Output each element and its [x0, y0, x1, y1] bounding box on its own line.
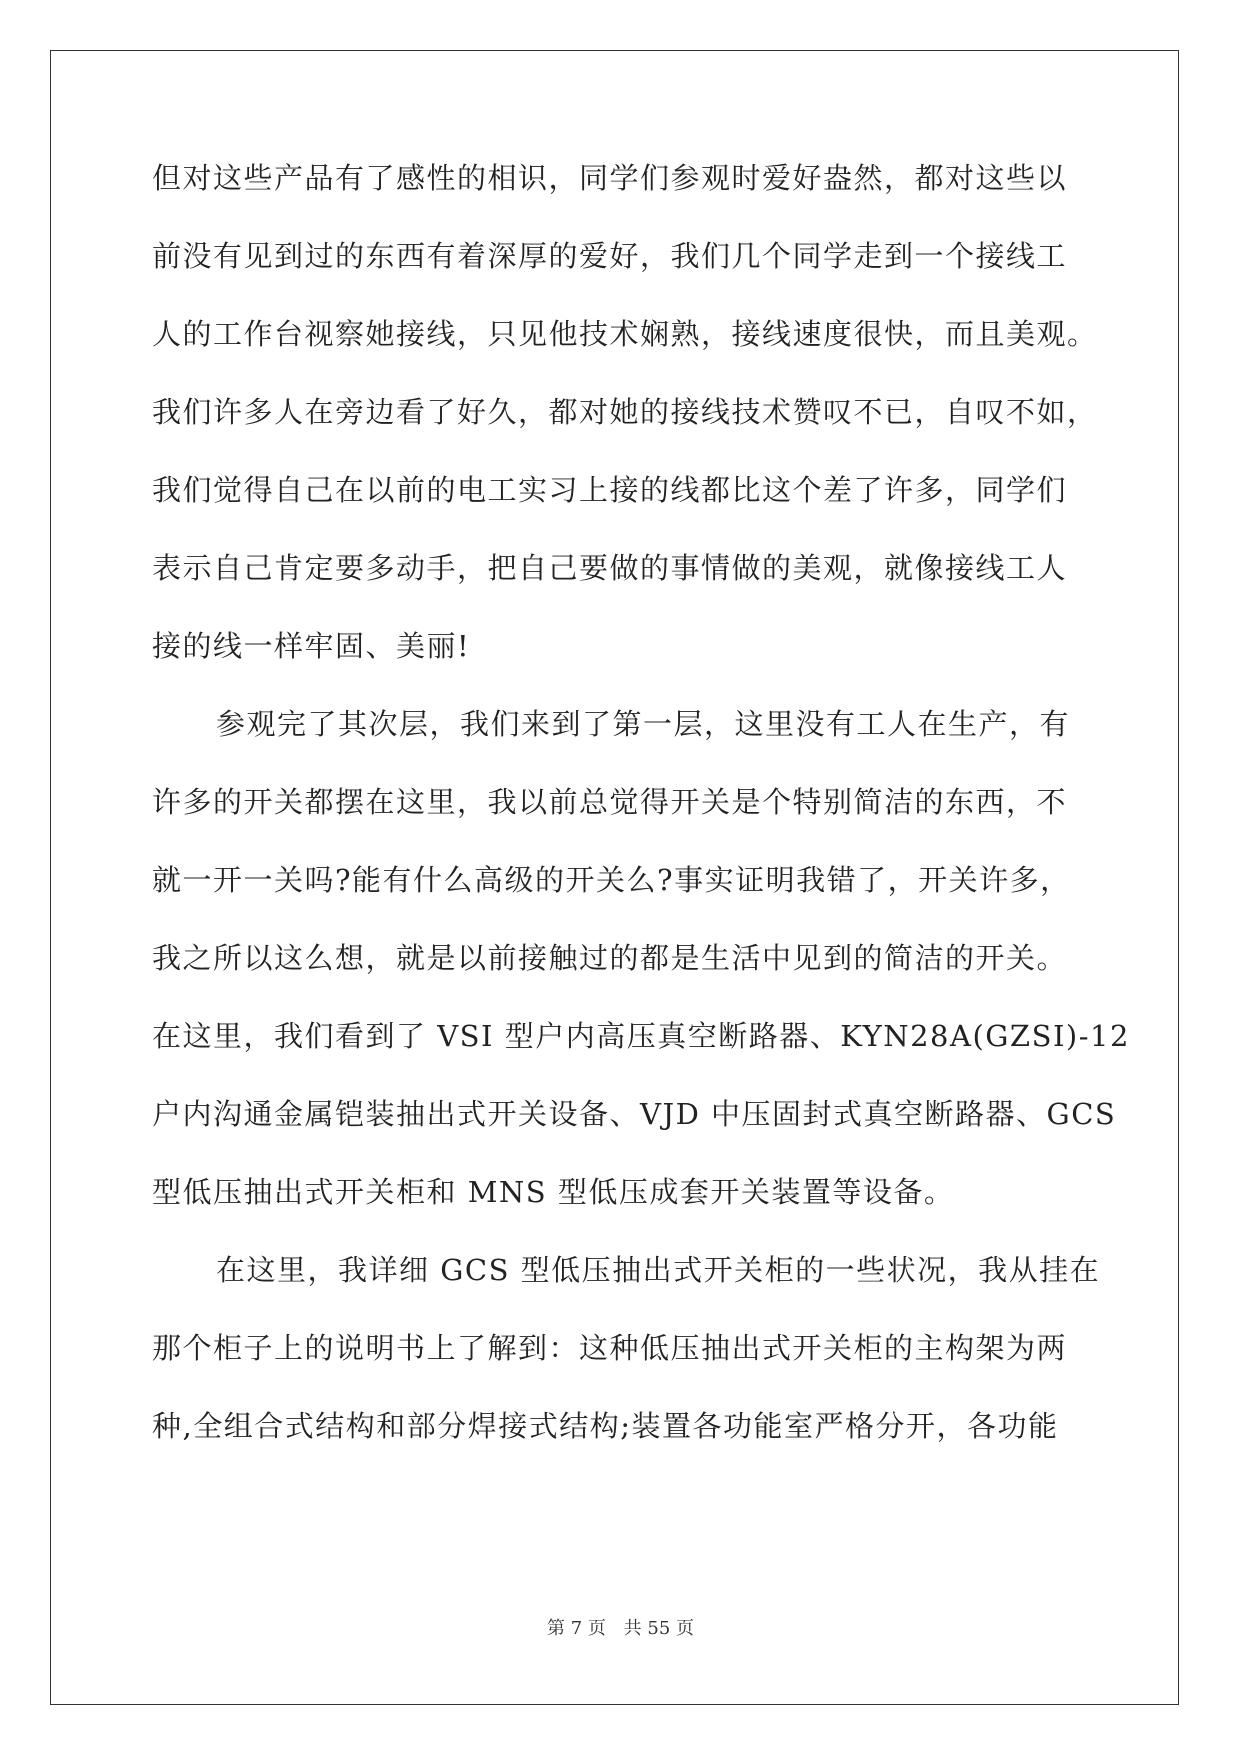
page-total-label: 共 55 页 [623, 1618, 694, 1639]
text-line: 户内沟通金属铠装抽出式开关设备、VJD 中压固封式真空断路器、GCS [152, 1097, 1117, 1131]
text-line: 我们许多人在旁边看了好久，都对她的接线技术赞叹不已，自叹不如， [152, 395, 1098, 429]
text-line: 那个柜子上的说明书上了解到：这种低压抽出式开关柜的主构架为两 [152, 1331, 1068, 1365]
text-line: 型低压抽出式开关柜和 MNS 型低压成套开关装置等设备。 [152, 1175, 955, 1209]
text-line: 前没有见到过的东西有着深厚的爱好，我们几个同学走到一个接线工 [152, 239, 1068, 273]
text-line: 种,全组合式结构和部分焊接式结构;装置各功能室严格分开，各功能 [152, 1409, 1059, 1443]
text-line: 人的工作台视察她接线，只见他技术娴熟，接线速度很快，而且美观。 [152, 317, 1098, 351]
paragraph-start-line: 参观完了其次层，我们来到了第一层，这里没有工人在生产，有 [216, 707, 1071, 741]
text-line: 但对这些产品有了感性的相识，同学们参观时爱好盎然，都对这些以 [152, 161, 1068, 195]
text-line: 表示自己肯定要多动手，把自己要做的事情做的美观，就像接线工人 [152, 551, 1068, 585]
page-current-label: 第 7 页 [547, 1618, 606, 1639]
document-body [152, 158, 1130, 1484]
page-footer [0, 1614, 1241, 1640]
text-line: 许多的开关都摆在这里，我以前总觉得开关是个特别简洁的东西，不 [152, 785, 1068, 819]
paragraph-start-line: 在这里，我详细 GCS 型低压抽出式开关柜的一些状况，我从挂在 [216, 1253, 1101, 1287]
text-line: 我们觉得自己在以前的电工实习上接的线都比这个差了许多，同学们 [152, 473, 1068, 507]
text-line: 在这里，我们看到了 VSI 型户内高压真空断路器、KYN28A(GZSI)-12 [152, 1019, 1130, 1053]
text-line: 接的线一样牢固、美丽! [152, 629, 471, 663]
text-line: 我之所以这么想，就是以前接触过的都是生活中见到的简洁的开关。 [152, 941, 1068, 975]
text-line: 就一开一关吗?能有什么高级的开关么?事实证明我错了，开关许多， [152, 863, 1071, 897]
